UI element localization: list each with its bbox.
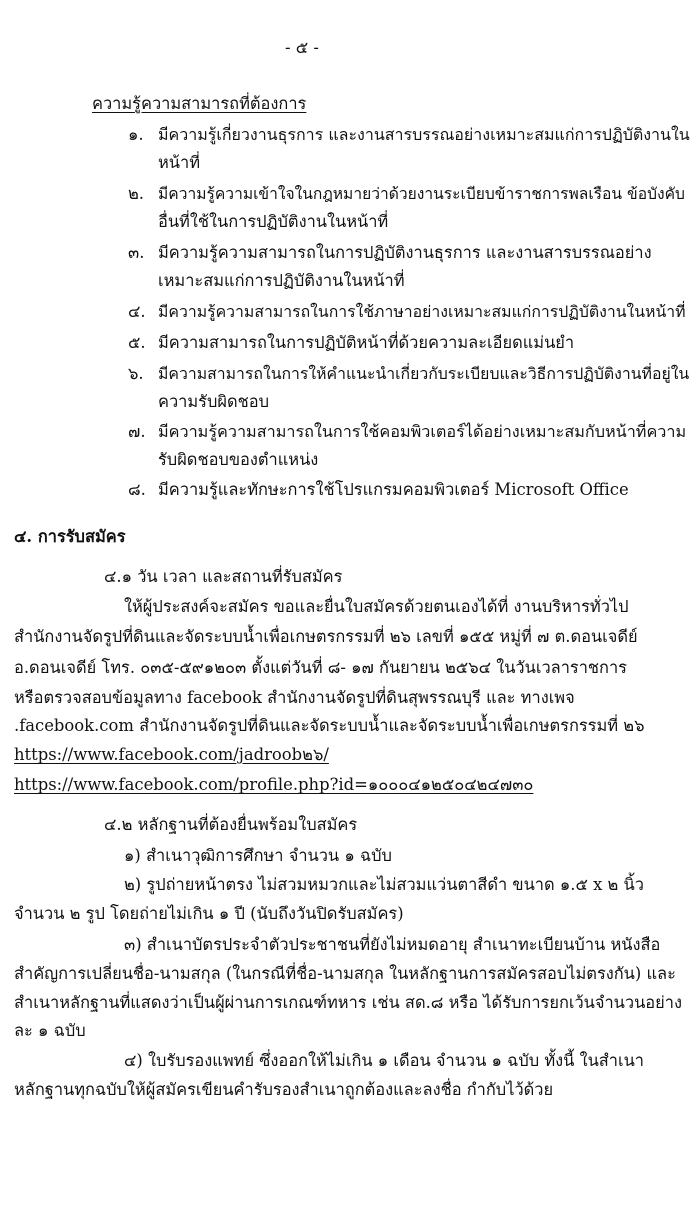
page-number: - ๕ - [285,38,319,57]
list-item-line: หน้าที่ [158,153,201,172]
list-number: ๘. [128,480,146,499]
list-number: ๖. [128,364,144,383]
paragraph-line: หรือตรวจสอบข้อมูลทาง facebook สำนักงานจัดรูปที่ดินสุพรรณบุรี และ ทางเพจ [14,688,575,707]
evidence-item-2-line: ๒) รูปถ่ายหน้าตรง ไม่สวมหมวกและไม่สวมแว่นตาสีดำ ขนาด ๑.๕ x ๒ นิ้ว [124,875,644,894]
list-item-line: มีความรู้ความสามารถในการใช้ภาษาอย่างเหมาะสมแก่การปฏิบัติงานในหน้าที่ [158,302,686,321]
section-4-1-heading: ๔.๑ วัน เวลา และสถานที่รับสมัคร [104,567,343,586]
list-item-line: ความรับผิดชอบ [158,392,270,411]
knowledge-heading: ความรู้ความสามารถที่ต้องการ [92,94,307,113]
list-number: ๕. [128,333,146,352]
evidence-item-1: ๑) สำเนาวุฒิการศึกษา จำนวน ๑ ฉบับ [124,846,392,865]
list-item-line: มีความสามารถในการปฏิบัติหน้าที่ด้วยความละเอียดแม่นยำ [158,333,575,352]
list-item-line: มีความรู้ความเข้าใจในกฎหมายว่าด้วยงานระเบียบข้าราชการพลเรือน ข้อบังคับ [158,185,685,203]
list-item-line: มีความรู้เกี่ยวงานธุรการ และงานสารบรรณอย่างเหมาะสมแก่การปฏิบัติงานใน [158,125,690,144]
evidence-item-4-line: ๔) ใบรับรองแพทย์ ซึ่งออกให้ไม่เกิน ๑ เดือน จำนวน ๑ ฉบับ ทั้งนี้ ในสำเนา [124,1051,644,1070]
list-item-line: มีความรู้ความสามารถในการใช้คอมพิวเตอร์ได้อย่างเหมาะสมกับหน้าที่ความ [158,422,687,441]
evidence-item-2-line: จำนวน ๒ รูป โดยถ่ายไม่เกิน ๑ ปี (นับถึงวันปิดรับสมัคร) [14,904,404,923]
list-item-line: มีความสามารถในการให้คำแนะนำเกี่ยวกับระเบียบและวิธีการปฏิบัติงานที่อยู่ใน [158,364,690,383]
list-number: ๓. [128,243,145,262]
list-item-line: มีความรู้และทักษะการใช้โปรแกรมคอมพิวเตอร์ Microsoft Office [158,480,629,499]
evidence-item-3-line: ละ ๑ ฉบับ [14,1021,86,1040]
paragraph-line: ให้ผู้ประสงค์จะสมัคร ขอและยื่นใบสมัครด้วยตนเองได้ที่ งานบริหารทั่วไป [124,597,629,616]
list-item-line: อื่นที่ใช้ในการปฏิบัติงานในหน้าที่ [158,212,389,231]
list-number: ๒. [128,184,145,203]
evidence-item-3-line: สำเนาหลักฐานที่แสดงว่าเป็นผู้ผ่านการเกณฑ์ทหาร เช่น สด.๘ หรือ ได้รับการยกเว้นจำนวนอย่าง [14,993,682,1012]
list-number: ๔. [128,302,146,321]
evidence-item-3-line: ๓) สำเนาบัตรประจำตัวประชาชนที่ยังไม่หมดอายุ สำเนาทะเบียนบ้าน หนังสือ [124,935,661,954]
list-item-line: มีความรู้ความสามารถในการปฏิบัติงานธุรการ และงานสารบรรณอย่าง [158,243,652,262]
list-number: ๑. [128,125,144,144]
list-item-line: เหมาะสมแก่การปฏิบัติงานในหน้าที่ [158,271,405,290]
facebook-page-link[interactable]: https://www.facebook.com/jadroob๒๖/ [14,745,329,764]
paragraph-line: .facebook.com สำนักงานจัดรูปที่ดินและจัดระบบน้ำและจัดระบบน้ำเพื่อเกษตรกรรมที่ ๒๖ [14,716,645,735]
section-4-2-heading: ๔.๒ หลักฐานที่ต้องยื่นพร้อมใบสมัคร [104,815,358,834]
section-4-heading: ๔. การรับสมัคร [14,527,126,546]
evidence-item-4-line: หลักฐานทุกฉบับให้ผู้สมัครเขียนคำรับรองสำเนาถูกต้องและลงชื่อ กำกับไว้ด้วย [14,1080,554,1099]
facebook-profile-link[interactable]: https://www.facebook.com/profile.php?id=๑๐๐๐๔๑๒๕๐๔๒๔๗๓๐ [14,775,534,794]
paragraph-line: สำนักงานจัดรูปที่ดินและจัดระบบน้ำเพื่อเกษตรกรรมที่ ๒๖ เลขที่ ๑๕๕ หมู่ที่ ๗ ต.ดอนเจดีย์ [14,627,638,646]
list-item-line: รับผิดชอบของตำแหน่ง [158,450,319,469]
list-number: ๗. [128,422,146,441]
paragraph-line: อ.ดอนเจดีย์ โทร. ๐๓๕-๕๙๑๒๐๓ ตั้งแต่วันที่ ๘- ๑๗ กันยายน ๒๕๖๔ ในวันเวลาราชการ [14,658,627,677]
evidence-item-3-line: สำคัญการเปลี่ยนชื่อ-นามสกุล (ในกรณีที่ชื่อ-นามสกุล ในหลักฐานการสมัครสอบไม่ตรงกัน) และ [14,964,676,983]
